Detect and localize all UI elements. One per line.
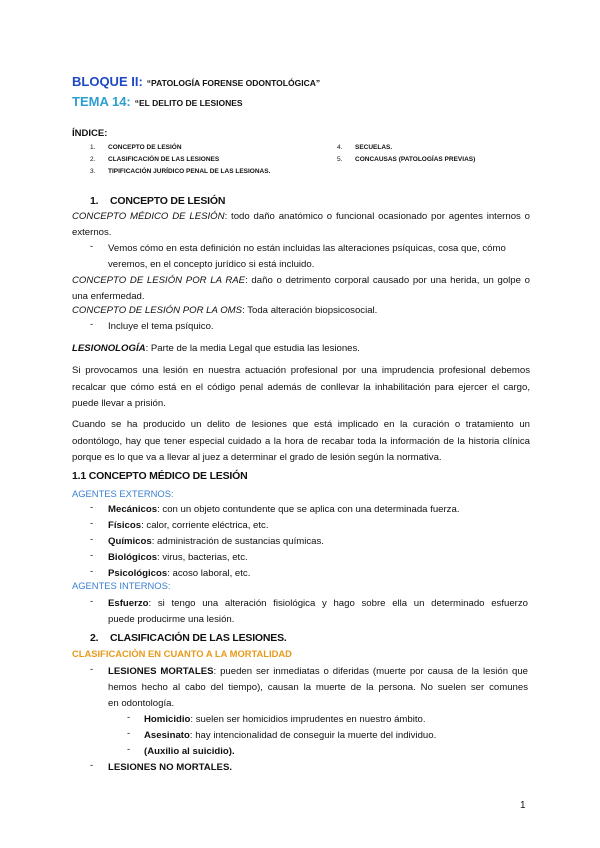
paragraph-historia-clinica: Cuando se ha producido un delito de lesiones que está implicado en la curación o tratamiento un odontólogo, hay que tener especial cuidado a la hora de recabar toda la información de la historia clínica porque es lo que va a llevar al juez a determinar el grado de lesión según la normativa. bbox=[72, 419, 530, 463]
externo-item: Psicológicos: acoso laboral, etc. bbox=[108, 568, 251, 579]
medico-definition: CONCEPTO MÉDICO DE LESIÓN: todo daño anatómico o funcional ocasionado por agentes internos o externos. bbox=[72, 211, 530, 238]
bullet-dash: - bbox=[90, 502, 94, 513]
bullet-dash: - bbox=[90, 566, 94, 577]
bullet-dash: - bbox=[90, 319, 94, 330]
bullet-dash: - bbox=[127, 712, 131, 723]
bullet-dash: - bbox=[90, 241, 94, 252]
no-mortales-item: LESIONES NO MORTALES. bbox=[108, 762, 233, 773]
bullet-dash: - bbox=[90, 534, 94, 545]
auxilio-item: (Auxilio al suicidio). bbox=[144, 746, 235, 757]
oms-bullet: Incluye el tema psíquico. bbox=[108, 321, 214, 332]
mortales-line2: hemos hecho al cabo del tiempo), causan la muerte de la persona. No suelen ser comunes bbox=[108, 682, 528, 693]
externo-item: Químicos: administración de sustancias químicas. bbox=[108, 536, 324, 547]
section11-heading: 1.1 CONCEPTO MÉDICO DE LESIÓN bbox=[72, 470, 248, 482]
bloque-title: “PATOLOGÍA FORENSE ODONTOLÓGICA” bbox=[146, 78, 321, 88]
bullet-dash: - bbox=[90, 760, 94, 771]
externo-item: Biológicos: virus, bacterias, etc. bbox=[108, 552, 248, 563]
bullet-dash: - bbox=[90, 550, 94, 561]
homicidio-item: Homicidio: suelen ser homicidios imprudentes en nuestro ámbito. bbox=[144, 714, 426, 725]
paragraph-imprudencia: Si provocamos una lesión en nuestra actuación profesional por una imprudencia profesional debemos recalcar que cómo está en el código penal además de conllevar la inhabilitación para ejercer el cargo, puede llevar a prisión. bbox=[72, 365, 530, 409]
rae-definition: CONCEPTO DE LESIÓN POR LA RAE: daño o detrimento corporal causado por una herida, un golpe o una enfermedad. bbox=[72, 275, 530, 302]
bloque-header bbox=[72, 74, 320, 89]
bullet-dash: - bbox=[127, 744, 131, 755]
mortales-line1: LESIONES MORTALES: pueden ser inmediatas o diferidas (muerte por causa de la lesión que bbox=[108, 666, 529, 677]
bullet-dash: - bbox=[90, 664, 94, 675]
bullet-dash: - bbox=[90, 518, 94, 529]
lesionologia-definition: LESIONOLOGÍA: Parte de la media Legal que estudia las lesiones. bbox=[72, 343, 360, 354]
externo-item: Mecánicos: con un objeto contundente que se aplica con una determinada fuerza. bbox=[108, 504, 460, 515]
medico-bullet-line1: Vemos cómo en esta definición no están incluidas las alteraciones psíquicas, cosa que, cómo bbox=[108, 243, 506, 254]
index-item: 2. CLASIFICACIÓN DE LAS LESIONES bbox=[90, 156, 220, 163]
mortales-line3: en odontología. bbox=[108, 698, 175, 709]
tema-title: “EL DELITO DE LESIONES bbox=[134, 98, 243, 108]
medico-bullet-line2: veremos, en el concepto jurídico si está incluido. bbox=[108, 259, 315, 270]
bullet-dash: - bbox=[90, 596, 94, 607]
externo-item: Físicos: calor, corriente eléctrica, etc. bbox=[108, 520, 269, 531]
index-item: 3. TIPIFICACIÓN JURÍDICO PENAL DE LAS LESIONAS. bbox=[90, 168, 271, 175]
index-title: ÍNDICE: bbox=[72, 128, 108, 139]
bullet-dash: - bbox=[127, 728, 131, 739]
interno-item-line2: puede producirme una lesión. bbox=[108, 614, 235, 625]
bloque-label: BLOQUE II: bbox=[72, 74, 143, 89]
index-item: 4. SECUELAS. bbox=[337, 144, 393, 151]
mortalidad-label: CLASIFICACIÒN EN CUANTO A LA MORTALIDAD bbox=[72, 648, 292, 659]
page-number: 1 bbox=[520, 800, 526, 811]
section2-heading: 2. CLASIFICACIÓN DE LAS LESIONES. bbox=[90, 632, 287, 644]
agentes-externos-label: AGENTES EXTERNOS: bbox=[72, 488, 174, 499]
tema-header bbox=[72, 94, 243, 109]
oms-definition: CONCEPTO DE LESIÓN POR LA OMS: Toda alteración biopsicosocial. bbox=[72, 305, 378, 316]
tema-label: TEMA 14: bbox=[72, 94, 131, 109]
interno-item-line1: Esfuerzo: si tengo una alteración fisiológica y hago sobre ella un determinado esfuerzo bbox=[108, 598, 528, 609]
asesinato-item: Asesinato: hay intencionalidad de conseguir la muerte del individuo. bbox=[144, 730, 437, 741]
index-item: 1. CONCEPTO DE LESIÓN bbox=[90, 144, 182, 151]
index-item: 5. CONCAUSAS (PATOLOGÍAS PREVIAS) bbox=[337, 156, 476, 163]
agentes-internos-label: AGENTES INTERNOS: bbox=[72, 580, 171, 591]
section1-heading: 1. CONCEPTO DE LESIÓN bbox=[90, 195, 226, 207]
